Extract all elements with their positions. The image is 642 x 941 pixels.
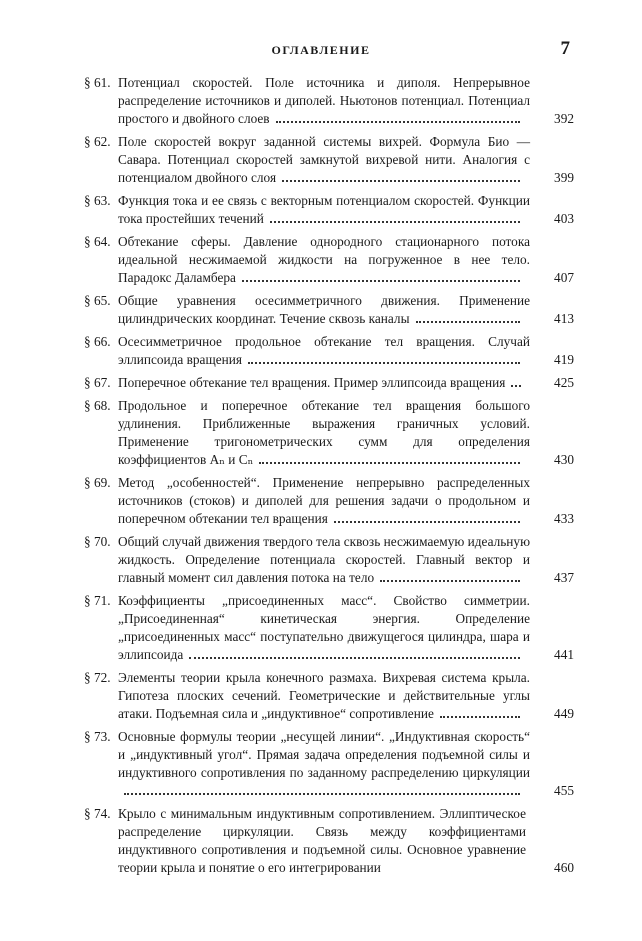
section-title: Элементы теории крыла конечного размаха. Вихревая система крыла. Гипотеза плоских сечений. Геометрические и действительные углы атаки. Подъемная сила и „индуктивное“ сопротивление: [118, 670, 530, 721]
page-number: 403: [554, 211, 574, 226]
toc-entry[interactable]: [84, 669, 574, 723]
page-number: 419: [554, 352, 574, 367]
section-number: § 64.: [84, 234, 111, 249]
leader-dots: [124, 792, 520, 795]
page-number: 441: [554, 647, 574, 662]
leader-dots: [440, 715, 520, 718]
leader-dots: [276, 120, 520, 123]
page-number: 413: [554, 311, 574, 326]
page-number: 433: [554, 511, 574, 526]
toc-entry[interactable]: [84, 233, 574, 287]
section-number: § 72.: [84, 670, 111, 685]
section-title: Потенциал скоростей. Поле источника и диполя. Непрерывное распределение источников и диполей. Ньютонов потенциал. Потенциал простого и двойного слоев: [118, 75, 530, 126]
section-number: § 63.: [84, 193, 111, 208]
section-title: Функция тока и ее связь с векторным потенциалом скоростей. Функции тока простейших течений: [118, 193, 530, 226]
section-title: Основные формулы теории „несущей линии“. „Индуктивная скорость“ и „индуктивный угол“. Прямая задача определения подъемной силы и индуктивного сопротивления по заданному распределению циркуляции: [118, 729, 530, 780]
leader-dots: [242, 279, 520, 282]
section-title: Осесимметричное продольное обтекание тел вращения. Случай эллипсоида вращения: [118, 334, 530, 367]
running-header: [0, 38, 642, 61]
toc-entry[interactable]: [84, 374, 574, 392]
section-title: Крыло с минимальным индуктивным сопротивлением. Эллиптическое распределение циркуляции. Связь между коэффициентами индуктивного сопротивления и подъемной силы. Основное уравнение теории крыла и понятие о его интегрировании: [118, 806, 526, 875]
toc-entry[interactable]: [84, 805, 574, 877]
leader-dots: [189, 656, 520, 659]
section-title: Коэффициенты „присоединенных масс“. Свойство симметрии. „Присоединенная“ кинетическая энергия. Определение „присоединенных масс“ поступательно движущегося цилиндра, шара и эллипсоида: [118, 593, 530, 662]
section-number: § 73.: [84, 729, 111, 744]
section-number: § 61.: [84, 75, 111, 90]
section-title: Продольное и поперечное обтекание тел вращения большого удлинения. Приближенные выражения граничных условий. Применение тригонометрических сумм для определения коэффициентов Aₙ и Cₙ: [118, 398, 530, 467]
header-page-number: 7: [560, 38, 570, 59]
leader-dots: [334, 520, 520, 523]
section-title: Обтекание сферы. Давление однородного стационарного потока идеальной несжимаемой жидкости на погруженное в нее тело. Парадокс Даламбера: [118, 234, 530, 285]
page-number: 437: [554, 570, 574, 585]
section-number: § 66.: [84, 334, 111, 349]
toc-entry[interactable]: [84, 592, 574, 664]
section-number: § 74.: [84, 806, 111, 821]
page-number: 430: [554, 452, 574, 467]
section-number: § 68.: [84, 398, 111, 413]
page-number: 449: [554, 706, 574, 721]
toc-entry[interactable]: [84, 292, 574, 328]
toc-entry[interactable]: [84, 474, 574, 528]
section-title: Общий случай движения твердого тела сквозь несжимаемую идеальную жидкость. Определение потенциала скоростей. Главный вектор и главный момент сил давления потока на тело: [118, 534, 530, 585]
page-number: 460: [554, 860, 574, 875]
toc-entry[interactable]: [84, 192, 574, 228]
toc-entry[interactable]: [84, 133, 574, 187]
section-number: § 62.: [84, 134, 111, 149]
section-number: § 70.: [84, 534, 111, 549]
section-number: § 69.: [84, 475, 111, 490]
section-number: § 71.: [84, 593, 111, 608]
toc-entry[interactable]: [84, 74, 574, 128]
table-of-contents: [84, 74, 574, 882]
leader-dots: [511, 384, 521, 387]
toc-entry[interactable]: [84, 333, 574, 369]
leader-dots: [248, 361, 520, 364]
section-title: Поперечное обтекание тел вращения. Пример эллипсоида вращения: [118, 375, 506, 390]
leader-dots: [416, 320, 520, 323]
leader-dots: [270, 220, 520, 223]
section-title: Метод „особенностей“. Применение непрерывно распределенных источников (стоков) и диполей для решения задачи о продольном и поперечном обтекании тел вращения: [118, 475, 530, 526]
header-title: ОГЛАВЛЕНИЕ: [271, 43, 371, 57]
page-number: 392: [554, 111, 574, 126]
page-number: 455: [554, 783, 574, 798]
page-number: 407: [554, 270, 574, 285]
section-number: § 65.: [84, 293, 111, 308]
toc-entry[interactable]: [84, 728, 574, 800]
leader-dots: [282, 179, 520, 182]
section-number: § 67.: [84, 375, 111, 390]
section-title: Общие уравнения осесимметричного движения. Применение цилиндрических координат. Течение сквозь каналы: [118, 293, 530, 326]
leader-dots: [380, 579, 520, 582]
page-number: 425: [554, 375, 574, 390]
toc-entry[interactable]: [84, 533, 574, 587]
page-number: 399: [554, 170, 574, 185]
section-title: Поле скоростей вокруг заданной системы вихрей. Формула Био — Савара. Потенциал скоростей замкнутой вихревой нити. Аналогия с потенциалом двойного слоя: [118, 134, 530, 185]
toc-entry[interactable]: [84, 397, 574, 469]
leader-dots: [259, 461, 520, 464]
